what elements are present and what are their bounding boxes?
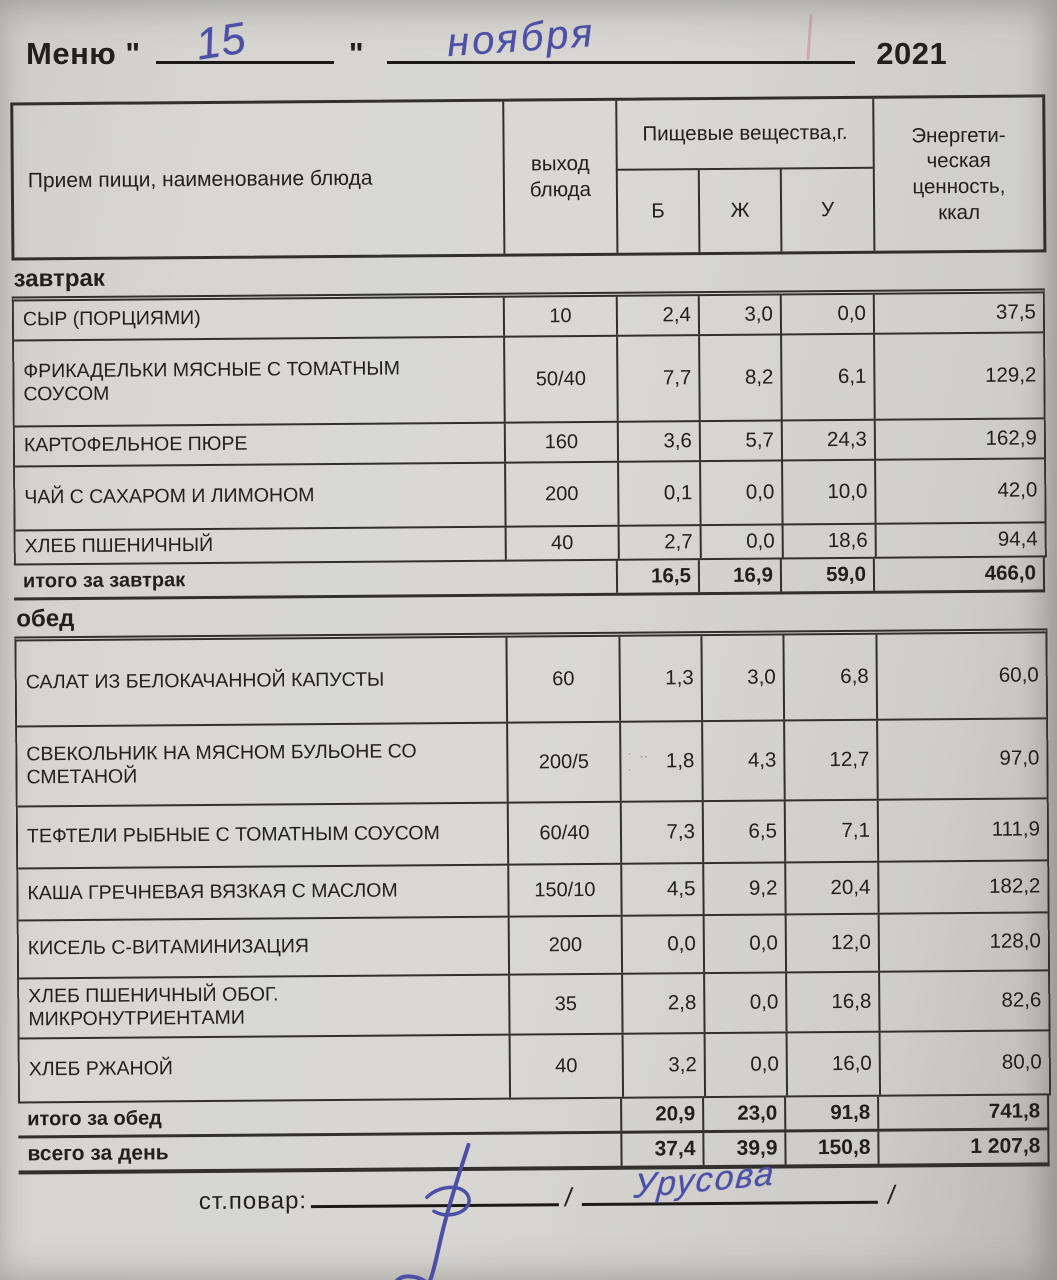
column-header-dish: Прием пищи, наименование блюда: [27, 166, 373, 193]
column-header-nutrients: Пищевые вещества,г.: [615, 99, 873, 171]
dish-name: КАРТОФЕЛЬНОЕ ПЮРЕ: [23, 432, 248, 457]
value-fat: 3,0: [700, 635, 783, 720]
value-protein: 2,4: [616, 296, 698, 335]
table-row: [18, 797, 1047, 867]
value-kcal: 42,0: [874, 459, 1044, 522]
value-protein: · ‥· 1,8: [619, 722, 702, 801]
total-fat: 23,0: [702, 1097, 784, 1130]
handwritten-month: ноября: [445, 10, 597, 66]
value-fat: 4,3: [701, 721, 784, 800]
value-protein: 2,7: [618, 526, 700, 559]
value-kcal: 60,0: [875, 633, 1046, 718]
column-header-energy: Энергети-ческая ценность, ккал: [872, 97, 1043, 250]
dish-name: СЫР (ПОРЦИЯМИ): [22, 307, 201, 331]
dish-name: ЧАЙ С САХАРОМ И ЛИМОНОМ: [24, 484, 315, 509]
value-kcal: 94,4: [875, 523, 1045, 556]
dish-output: 35: [508, 975, 621, 1034]
value-kcal: 111,9: [877, 799, 1047, 860]
table-row: [14, 293, 1043, 339]
value-kcal: 37,5: [873, 293, 1043, 332]
chef-label: ст.повар:: [198, 1187, 308, 1216]
value-fat: 5,7: [699, 421, 781, 460]
value-fat: 0,0: [703, 915, 785, 972]
dish-output: 40: [509, 1035, 622, 1098]
dish-name: САЛАТ ИЗ БЕЛОКАЧАННОЙ КАПУСТЫ: [25, 668, 385, 694]
dish-output: 200: [504, 463, 617, 526]
value-protein: 2,8: [621, 974, 703, 1033]
section-rows: [14, 628, 1051, 1103]
dish-output: 50/40: [503, 337, 617, 422]
value-kcal: 97,0: [876, 719, 1047, 798]
dish-output: 60: [505, 637, 619, 722]
value-carbs: 7,1: [784, 801, 877, 862]
table-row: [19, 969, 1048, 1037]
total-kcal: 741,8: [877, 1095, 1047, 1128]
dish-output: 200: [508, 917, 621, 974]
slash-separator-1: /: [563, 1182, 575, 1213]
table-row: [14, 331, 1044, 425]
value-carbs: 20,4: [784, 863, 877, 914]
signature-underline-left: [311, 1180, 559, 1208]
value-fat: 0,0: [699, 461, 781, 524]
value-kcal: 128,0: [878, 913, 1048, 970]
dish-output: 60/40: [507, 803, 620, 864]
total-label: итого за завтрак: [22, 568, 186, 592]
value-fat: 0,0: [704, 1033, 786, 1096]
value-protein: 3,2: [622, 1034, 704, 1097]
table-row: [15, 457, 1044, 529]
value-carbs: 10,0: [781, 461, 874, 524]
total-kcal: 466,0: [873, 557, 1043, 590]
value-fat: 9,2: [702, 863, 784, 914]
section-title: завтрак: [13, 264, 105, 293]
value-fat: 0,0: [703, 973, 785, 1032]
table-row: [17, 717, 1047, 805]
value-protein: 7,7: [616, 336, 699, 421]
value-kcal: 182,2: [877, 861, 1047, 912]
chef-signature-line: [198, 1154, 1057, 1216]
value-carbs: 0,0: [780, 295, 873, 334]
dish-name: КИСЕЛЬ С-ВИТАМИНИЗАЦИЯ: [27, 935, 309, 960]
signature-underline-right: [582, 1154, 878, 1207]
quote-open: ": [125, 36, 141, 71]
dish-name: ХЛЕБ ПШЕНИЧНЫЙ ОБОГ. МИКРОНУТРИЕНТАМИ: [28, 983, 279, 1031]
title-year: 2021: [876, 36, 948, 71]
total-protein: 20,9: [620, 1098, 702, 1131]
value-carbs: 12,0: [785, 915, 878, 972]
grand-total-row: [18, 1130, 1049, 1174]
table-row: [20, 1029, 1049, 1101]
quote-close: ": [348, 36, 365, 71]
dish-name: ТЕФТЕЛИ РЫБНЫЕ С ТОМАТНЫМ СОУСОМ: [26, 822, 440, 848]
day-underline: [156, 13, 334, 70]
table-header: [10, 94, 1046, 260]
value-protein: 0,1: [617, 462, 699, 525]
signature-monogram-icon: [381, 1138, 532, 1280]
value-protein: 4,5: [620, 864, 702, 915]
menu-section: [4, 597, 1057, 1138]
value-kcal: 82,6: [878, 971, 1048, 1030]
dish-output: 150/10: [507, 865, 620, 916]
total-protein: 16,5: [616, 560, 698, 593]
section-total-row: [14, 557, 1045, 600]
grand-total-kcal: 1 207,8: [877, 1130, 1047, 1163]
dish-output: 200/5: [506, 723, 620, 802]
dish-name: ХЛЕБ РЖАНОЙ: [28, 1057, 173, 1081]
section-title: обед: [16, 604, 75, 633]
dish-name: ХЛЕБ ПШЕНИЧНЫЙ: [24, 534, 214, 558]
value-protein: 1,3: [618, 636, 701, 721]
value-carbs: 6,8: [782, 635, 876, 720]
value-kcal: 162,9: [874, 419, 1044, 458]
column-header-carbs: У: [780, 169, 874, 252]
grand-total-carbs: 150,8: [784, 1132, 877, 1165]
column-header-fat: Ж: [698, 169, 781, 252]
value-protein: 7,3: [620, 802, 702, 863]
table-row: [18, 859, 1047, 919]
handwritten-day: 15: [192, 13, 250, 70]
total-label: итого за обед: [27, 1106, 162, 1130]
value-fat: 3,0: [698, 295, 780, 334]
value-kcal: 129,2: [873, 333, 1044, 418]
month-underline: [387, 10, 855, 66]
value-carbs: 18,6: [782, 525, 875, 558]
dish-output: 40: [505, 527, 618, 560]
value-fat: 6,5: [702, 801, 784, 862]
value-carbs: 16,0: [786, 1033, 879, 1096]
chef-signature-text: Урусова: [632, 1154, 778, 1207]
grand-total-fat: 39,9: [702, 1132, 784, 1165]
total-carbs: 91,8: [784, 1097, 877, 1130]
grand-total-protein: 37,4: [620, 1133, 702, 1166]
value-protein: 3,6: [617, 422, 699, 461]
menu-sections: [2, 257, 1057, 1138]
column-header-output: выход блюда: [502, 101, 616, 254]
dish-name: КАША ГРЕЧНЕВАЯ ВЯЗКАЯ С МАСЛОМ: [27, 879, 398, 905]
dish-name: СВЕКОЛЬНИК НА МЯСНОМ БУЛЬОНЕ СО СМЕТАНОЙ: [26, 739, 417, 789]
table-row: [15, 417, 1044, 465]
section-rows: [12, 288, 1047, 565]
value-fat: 0,0: [700, 525, 782, 558]
dish-output: 160: [504, 423, 617, 462]
table-row: [19, 911, 1048, 977]
value-kcal: 80,0: [879, 1031, 1049, 1094]
table-row: [16, 633, 1046, 725]
value-carbs: 6,1: [780, 335, 874, 420]
dish-name: ФРИКАДЕЛЬКИ МЯСНЫЕ С ТОМАТНЫМ СОУСОМ: [23, 357, 400, 406]
column-header-protein: Б: [616, 170, 699, 253]
value-protein: 0,0: [621, 916, 703, 973]
value-carbs: 24,3: [781, 421, 874, 460]
slash-separator-2: /: [886, 1179, 898, 1210]
document-title: [0, 0, 1057, 72]
title-menu-label: Меню: [26, 36, 117, 71]
dish-output: 10: [503, 297, 616, 336]
menu-section: [2, 257, 1057, 600]
total-fat: 16,9: [698, 559, 780, 592]
total-carbs: 59,0: [780, 559, 873, 592]
value-carbs: 12,7: [783, 721, 877, 800]
value-fat: 8,2: [698, 335, 781, 420]
value-carbs: 16,8: [785, 973, 878, 1032]
grand-total-label: всего за день: [27, 1141, 169, 1166]
